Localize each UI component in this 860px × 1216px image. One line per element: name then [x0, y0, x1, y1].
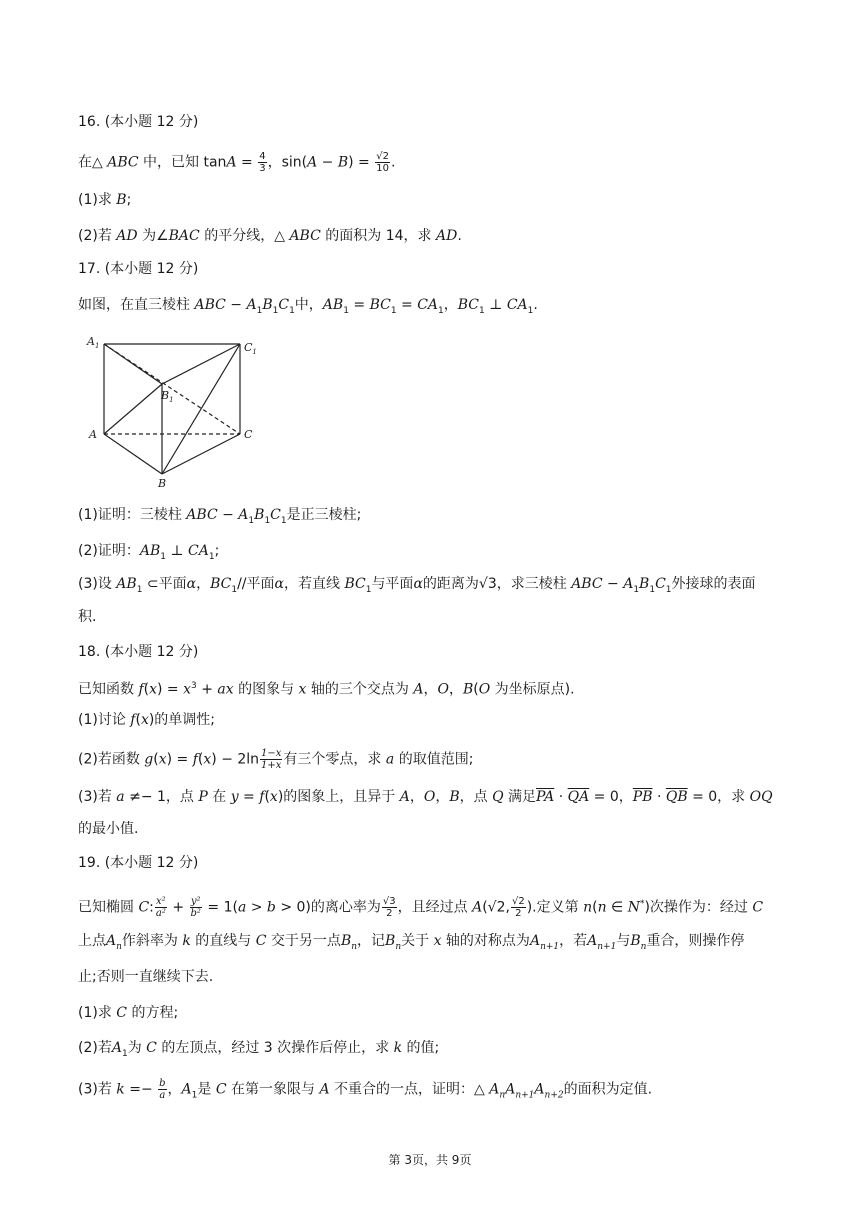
q18-part3: (3)若 a ≠− 1，点 P 在 y = f(x)的图象上，且异于 A，O，B，点 Q 满足$\overline{PA} \cdot \overline{QA} = 0$，$\overline{PB} \cdot \overline{QB} = 0$，求 OQ: [78, 789, 773, 805]
q18-part2: (2)若函数 g(x) = f(x) − 2ln $\frac{1-x}{1+x}$ 有三个零点，求 a 的取值范围;: [78, 748, 474, 771]
fraction: $\frac{√3}{2}$: [382, 896, 396, 920]
fraction: $\frac{√2}{10}$: [376, 151, 389, 174]
q18-part3-cont: 的最小值.: [78, 821, 139, 837]
label-a1: $A_1$: [87, 335, 100, 350]
fraction: $\frac{4}{3}$: [259, 151, 266, 174]
fraction: $\frac{1-x}{1+x}$: [261, 748, 282, 771]
fraction: $\frac{√2}{2}$: [511, 896, 525, 920]
q18-stem: 已知函数 $f(x) = x^3$ + ax 的图象与 x 轴的三个交点为 A，O，B(O 为坐标原点).: [78, 681, 575, 698]
fraction: $\frac{\text{x²}}{\text{a²}}$: [155, 896, 166, 920]
label-b: B: [158, 477, 167, 490]
q17-part2: (2)证明：$AB_1$ ⊥ $CA_1$;: [78, 543, 220, 562]
fraction: $\frac{b}{a}$: [159, 1078, 166, 1101]
q19-part3: (3)若 k =− $\frac{b}{a}$ ，$A_1$是 C 在第一象限与 A 不重合的一点，证明：△ $A_nA_{n+1}A_{n+2}$的面积为定值.: [78, 1078, 653, 1101]
edge-ab: [104, 434, 162, 474]
q16-part1: (1)求 B;: [78, 192, 132, 208]
q18-header: 18. (本小题 12 分): [78, 644, 199, 660]
prism-figure: [84, 332, 264, 492]
diag-a1c-hidden: [104, 344, 240, 434]
q17-part3: (3)设 $AB_1$ ⊂平面α，$BC_1//$平面α，若直线 $BC_1$与平面α的距离为√3，求三棱柱 ABC − $A_1B_1C_1$外接球的表面: [78, 576, 756, 595]
label-b1: $B_1$: [161, 389, 174, 404]
diag-ab1: [104, 384, 162, 434]
q19-stem-line3: 止;否则一直继续下去.: [78, 969, 214, 985]
q19-stem-line2: 上点$A_n$作斜率为 k 的直线与 C 交于另一点$B_n$，记$B_n$关于 x 轴的对称点为$A_{n+1}$，若$A_{n+1}$与$B_n$重合，则操作停: [78, 933, 745, 952]
q19-part2: (2)若$A_1$为 C 的左顶点，经过 3 次操作后停止，求 k 的值;: [78, 1040, 440, 1059]
q19-header: 19. (本小题 12 分): [78, 855, 199, 871]
label-a: A: [89, 428, 97, 441]
label-c: C: [244, 428, 253, 441]
q17-part1: (1)证明：三棱柱 ABC − $A_1B_1C_1$是正三棱柱;: [78, 507, 362, 526]
page-footer: 第 3页，共 9页: [388, 1153, 472, 1167]
q16-header: 16. (本小题 12 分): [78, 114, 199, 130]
q17-stem: 如图，在直三棱柱 ABC − $A_1B_1C_1$中，$AB_1 = BC_1 = CA_1$，$BC_1$ ⊥ $CA_1$.: [78, 297, 538, 316]
q17-part3-cont: 积.: [78, 609, 97, 625]
q16-stem: 在△ ABC 中，已知 tanA = $\frac{4}{3}$ ，sin(A − B) = $\frac{√2}{10}$ .: [78, 151, 396, 174]
q19-part1: (1)求 C 的方程;: [78, 1005, 179, 1021]
q19-stem: 已知椭圆 C: $\frac{\text{x²}}{\text{a²}}$ + $\frac{\text{y²}}{\text{b²}}$ = 1(a > b > 0)的离心率为 $\frac{√3}{2}$ ，且经过点 A(√2, $\frac{√2}{2}$ ).定义第 n(n ∈ N*)次操作为：经过 C: [78, 896, 764, 920]
q16-part2: (2)若 AD 为∠BAC 的平分线，△ ABC 的面积为 14，求 AD.: [78, 228, 462, 244]
q18-part1: (1)讨论 f(x)的单调性;: [78, 712, 216, 728]
q17-header: 17. (本小题 12 分): [78, 261, 199, 277]
fraction: $\frac{\text{y²}}{\text{b²}}$: [190, 896, 201, 920]
label-c1: $C_1$: [244, 341, 257, 356]
